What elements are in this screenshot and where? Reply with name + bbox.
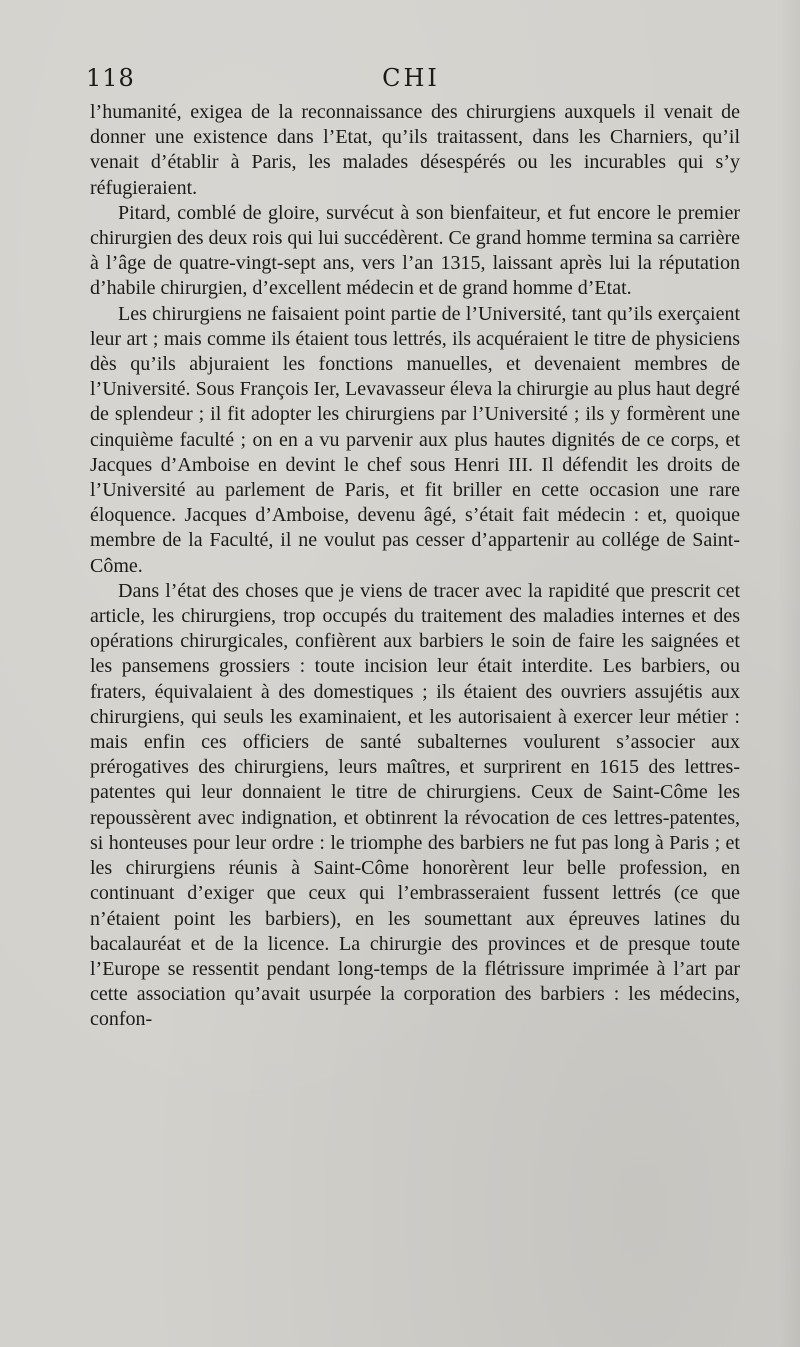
page-edge-shadow [778,0,800,1347]
page-header [86,64,736,96]
paragraph-3: Les chirurgiens ne faisaient point partie de l’Université, tant qu’ils exerçaient leur art ; mais comme ils étaient tous lettrés, ils acquéraient le titre de physiciens dès qu’ils abjuraient les fonctions manuelles, et devenaient membres de l’Université. Sous François Ier, Levavasseur éleva la chirurgie au plus haut degré de splendeur ; il fit adopter les chirurgiens par l’Université ; ils y formèrent une cinquième faculté ; on en a vu parvenir aux plus hautes dignités de ce corps, et Jacques d’Amboise en devint le chef sous Henri III. Il défendit les droits de l’Université au parlement de Paris, et fit briller en cette occasion une rare éloquence. Jacques d’Amboise, devenu âgé, s’était fait médecin : et, quoique membre de la Faculté, il ne voulut pas cesser d’appartenir au collége de Saint-Côme. [90,302,740,577]
paragraph-2: Pitard, comblé de gloire, survécut à son bienfaiteur, et fut encore le premier chirurgien des deux rois qui lui succédèrent. Ce grand homme termina sa carrière à l’âge de quatre-vingt-sept ans, vers l’an 1315, laissant après lui la réputation d’habile chirurgien, d’excellent médecin et de grand homme d’Etat. [90,201,740,300]
paragraph-1: l’humanité, exigea de la reconnaissance des chirurgiens auxquels il venait de donner une existence dans l’Etat, qu’ils traitassent, dans les Charniers, qu’il venait d’établir à Paris, les malades désespérés ou les incurables qui s’y réfugieraient. [90,101,740,199]
body-text [90,100,740,1033]
running-head: CHI [382,64,440,92]
page-number: 118 [86,64,135,92]
paragraph-4: Dans l’état des choses que je viens de tracer avec la rapidité que prescrit cet article, les chirurgiens, trop occupés du traitement des maladies internes et des opérations chirurgicales, confièrent aux barbiers le soin de faire les saignées et les pansemens grossiers : toute incision leur était interdite. Les barbiers, ou fraters, équivalaient à des domestiques ; ils étaient des ouvriers assujétis aux chirurgiens, qui seuls les examinaient, et les autorisaient à exercer leur métier : mais enfin ces officiers de santé subalternes voulurent s’associer aux prérogatives des chirurgiens, leurs maîtres, et surprirent en 1615 des lettres-patentes qui leur donnaient le titre de chirurgiens. Ceux de Saint-Côme les repoussèrent avec indignation, et obtinrent la révocation de ces lettres-patentes, si honteuses pour leur ordre : le triomphe des barbiers ne fut pas long à Paris ; et les chirurgiens réunis à Saint-Côme honorèrent leur belle profession, en continuant d’exiger que ceux qui l’embrasseraient fussent lettrés (ce que n’étaient point les barbiers), en les soumettant aux épreuves latines du bacalauréat et de la licence. La chirurgie des provinces et de presque toute l’Europe se ressentit pendant long-temps de la flétrissure imprimée à l’art par cette association qu’avait usurpée la corporation des barbiers : les médecins, confon- [90,579,740,1031]
